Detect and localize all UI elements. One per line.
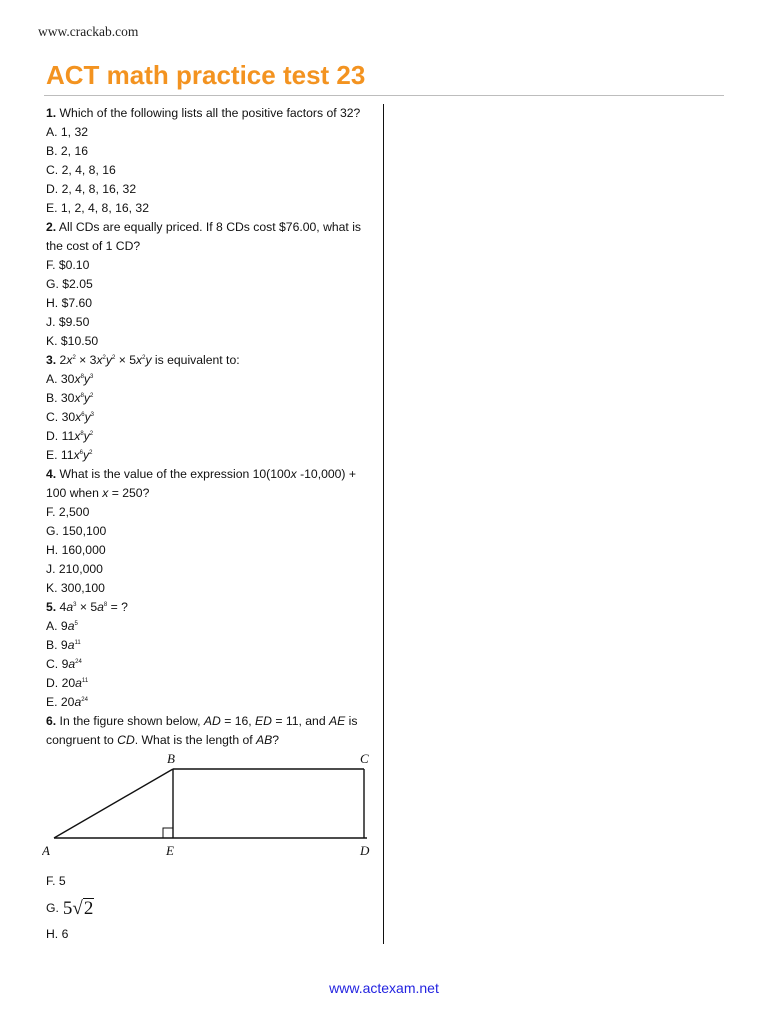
question-text: All CDs are equally priced. If 8 CDs cost $76.00, what is xyxy=(56,220,361,234)
figure-svg xyxy=(42,754,378,866)
site-url-header: www.crackab.com xyxy=(38,24,139,39)
question-3: 3. $2x^2 \times 3x^2y^2 \times 5x^2y$ is equivalent to: xyxy=(46,353,240,367)
questions-column xyxy=(42,104,382,944)
answer-choice: B. 2, 16 xyxy=(46,144,89,158)
question-text: is equivalent to: xyxy=(151,353,240,367)
question-number: 2. xyxy=(46,220,57,234)
answer-choice: H. $7.60 xyxy=(46,296,93,310)
answer-choice: C. 2, 4, 8, 16 xyxy=(46,163,116,177)
segment-ab xyxy=(54,769,173,838)
page-title: ACT math practice test 23 xyxy=(46,60,366,90)
answer-choice: C. $30x^6y^3$ xyxy=(46,410,95,424)
answer-choice: D. 2, 4, 8, 16, 32 xyxy=(46,182,137,196)
answer-choice: J. $9.50 xyxy=(46,315,90,329)
question-1 xyxy=(46,104,382,123)
answer-choice: K. 300,100 xyxy=(46,581,105,595)
question-number: 5. xyxy=(46,600,57,614)
answer-choice: A. $30x^8y^3$ xyxy=(46,372,94,386)
title-divider xyxy=(44,95,724,96)
answer-choice: G. 5 √ 2 xyxy=(46,897,94,919)
question-number: 6. xyxy=(46,714,57,728)
question-5: 5. $4a^3 \times 5a^8$ = ? xyxy=(46,600,128,614)
answer-choice: H. 160,000 xyxy=(46,543,106,557)
question-text: the cost of 1 CD? xyxy=(46,239,141,253)
label-e: E xyxy=(166,843,174,858)
column-divider xyxy=(383,104,384,944)
answer-choice: G. $2.05 xyxy=(46,277,93,291)
question-4: 4. What is the value of the expression 10(100x -10,000) + xyxy=(46,467,356,481)
question-text: 100 when x = 250? xyxy=(46,486,150,500)
answer-choice: G. 150,100 xyxy=(46,524,107,538)
footer-link[interactable]: www.actexam.net xyxy=(329,980,439,996)
answer-choice: H. 6 xyxy=(46,927,69,941)
question-2 xyxy=(46,218,382,237)
question-number: 4. xyxy=(46,467,57,481)
question-text: Which of the following lists all the positive factors of 32? xyxy=(56,106,361,120)
label-b: B xyxy=(167,754,175,766)
answer-choice: A. $9a^5$ xyxy=(46,619,78,633)
answer-choice: F. 2,500 xyxy=(46,505,90,519)
answer-choice: D. $20a^{11}$ xyxy=(46,676,89,690)
label-c: C xyxy=(360,754,369,766)
question-number: 1. xyxy=(46,106,57,120)
answer-choice: E. $20a^{24}$ xyxy=(46,695,88,709)
answer-choice: C. $9a^{24}$ xyxy=(46,657,82,671)
radical-expression: 5 √ 2 xyxy=(62,897,94,919)
answer-choice: D. $11x^8y^2$ xyxy=(46,429,94,443)
geometry-figure xyxy=(42,754,378,866)
label-d: D xyxy=(360,843,370,858)
label-a: A xyxy=(42,843,50,858)
answer-choice: K. $10.50 xyxy=(46,334,99,348)
answer-choice: B. $9a^{11}$ xyxy=(46,638,81,652)
right-angle-marker xyxy=(163,828,173,838)
answer-choice: B. $30x^8y^2$ xyxy=(46,391,94,405)
answer-choice: F. 5 xyxy=(46,874,66,888)
question-6: 6. In the figure shown below, AD = 16, ED = 11, and AE is xyxy=(46,714,358,728)
answer-choice: J. 210,000 xyxy=(46,562,103,576)
answer-choice: F. $0.10 xyxy=(46,258,90,272)
answer-choice: E. $11x^6y^2$ xyxy=(46,448,93,462)
question-number: 3. xyxy=(46,353,57,367)
question-text: congruent to CD. What is the length of AB? xyxy=(46,733,280,747)
question-text: = ? xyxy=(107,600,128,614)
answer-choice: E. 1, 2, 4, 8, 16, 32 xyxy=(46,201,149,215)
answer-choice: A. 1, 32 xyxy=(46,125,89,139)
